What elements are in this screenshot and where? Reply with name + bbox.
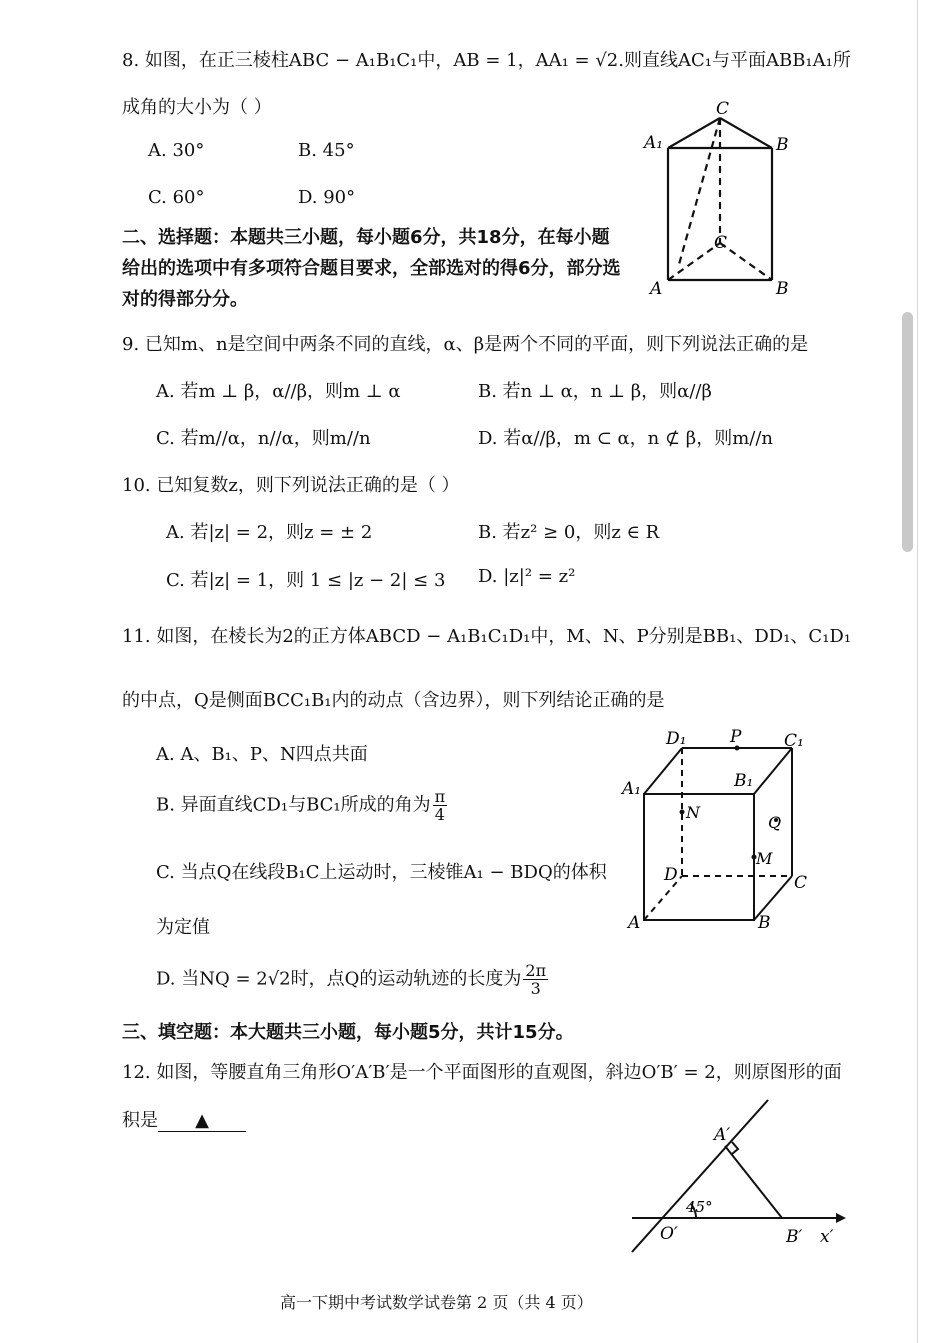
cube-label-q: Q: [768, 813, 782, 832]
q12-stem-line1: 12. 如图，等腰直角三角形O′A′B′是一个平面图形的直观图，斜边O′B′ = 2，则原图形的面: [122, 1062, 842, 1083]
q11-option-d-fraction: [523, 962, 548, 997]
q11-stem-line2: 的中点，Q是侧面BCC₁B₁内的动点（含边界），则下列结论正确的是: [122, 690, 665, 711]
q11-option-b-fraction: [433, 788, 448, 823]
q11-option-c-line1: C. 当点Q在线段B₁C上运动时，三棱锥A₁ − BDQ的体积: [156, 862, 607, 883]
prism-label-c: C: [714, 233, 728, 253]
cube-label-c1: C₁: [784, 731, 804, 751]
prism-figure: [640, 98, 800, 298]
triangle-label-angle: 45°: [686, 1198, 713, 1216]
prism-label-b1: B: [776, 135, 789, 155]
q11-option-b: [156, 788, 447, 823]
section-2-heading: 二、选择题：本题共三小题，每小题6分，共18分，在每小题给出的选项中有多项符合题目要求，全部选对的得6分，部分选对的得部分分。: [122, 227, 621, 310]
section-3-heading: 三、填空题：本大题共三小题，每小题5分，共计15分。: [122, 1022, 574, 1043]
q11-option-d: [156, 962, 548, 997]
q8-stem-line2: 成角的大小为（ ）: [122, 97, 272, 118]
triangle-label-b-prime: B′: [786, 1227, 803, 1247]
prism-label-b: B: [776, 279, 789, 299]
q9-stem: 9. 已知m、n是空间中两条不同的直线，α、β是两个不同的平面，则下列说法正确的是: [122, 334, 809, 355]
triangle-label-o-prime: O′: [660, 1224, 678, 1244]
fraction-denominator: 3: [530, 979, 541, 998]
q8-stem-line1: 8. 如图，在正三棱柱ABC − A₁B₁C₁中，AB = 1，AA₁ = √2.则直线AC₁与平面ABB₁A₁所: [122, 50, 851, 71]
triangle-label-x-axis: x′: [820, 1227, 834, 1247]
fraction-numerator: 2π: [525, 961, 547, 980]
q8-option-d: D. 90°: [298, 187, 356, 208]
q9-option-d: D. 若α//β，m ⊂ α，n ⊄ β，则m//n: [478, 428, 773, 449]
page-footer: 高一下期中考试数学试卷第 2 页（共 4 页）: [280, 1293, 593, 1312]
cube-label-b1: B₁: [734, 771, 754, 791]
vertical-scrollbar[interactable]: [902, 312, 913, 552]
q12-stem-line2: [122, 1106, 246, 1132]
q10-option-b: B. 若z² ≥ 0，则z ∈ R: [478, 522, 660, 543]
cube-label-b: B: [758, 913, 771, 933]
q11-option-d-text: D. 当NQ = 2√2时，点Q的运动轨迹的长度为: [156, 968, 522, 990]
cube-label-c: C: [794, 873, 808, 893]
cube-label-n: N: [686, 803, 700, 822]
fraction-denominator: 4: [434, 805, 445, 824]
page-edge: [917, 0, 918, 1343]
q11-option-a: A. A、B₁、P、N四点共面: [156, 744, 368, 765]
q9-option-a: A. 若m ⊥ β，α//β，则m ⊥ α: [156, 381, 401, 402]
answer-blank: [158, 1110, 246, 1132]
q10-stem: 10. 已知复数z，则下列说法正确的是（ ）: [122, 475, 460, 496]
q10-option-c: C. 若|z| = 1，则 1 ≤ |z − 2| ≤ 3: [166, 570, 446, 591]
fraction-numerator: π: [434, 787, 446, 806]
triangle-figure: [620, 1094, 850, 1258]
q10-option-d: D. |z|² = z²: [478, 566, 576, 587]
cube-label-d: D: [664, 865, 678, 885]
q11-stem-line1: 11. 如图，在棱长为2的正方体ABCD − A₁B₁C₁D₁中，M、N、P分别是BB₁、DD₁、C₁D₁: [122, 626, 852, 647]
q8-option-c: C. 60°: [148, 187, 205, 208]
triangle-label-a-prime: A′: [714, 1125, 731, 1145]
cube-label-m: M: [756, 849, 773, 868]
prism-label-c1: C: [716, 99, 730, 119]
cube-label-p: P: [730, 727, 742, 747]
q11-option-b-text: B. 异面直线CD₁与BC₁所成的角为: [156, 794, 431, 816]
q8-option-b: B. 45°: [298, 140, 355, 161]
q9-option-b: B. 若n ⊥ α，n ⊥ β，则α//β: [478, 381, 712, 402]
prism-label-a1: A₁: [644, 133, 664, 153]
prism-label-a: A: [650, 279, 663, 299]
q8-option-a: A. 30°: [148, 140, 205, 161]
q12-stem-prefix: 积是: [122, 1110, 158, 1131]
q10-option-a: A. 若|z| = 2，则z = ± 2: [166, 522, 373, 543]
cube-label-d1: D₁: [666, 729, 687, 749]
cube-figure: [620, 724, 820, 936]
cube-label-a: A: [628, 913, 641, 933]
q9-option-c: C. 若m//α，n//α，则m//n: [156, 428, 371, 449]
blank-triangle-mark: ▲: [195, 1110, 209, 1131]
q11-option-c-line2: 为定值: [156, 917, 210, 938]
cube-label-a1: A₁: [622, 779, 642, 799]
